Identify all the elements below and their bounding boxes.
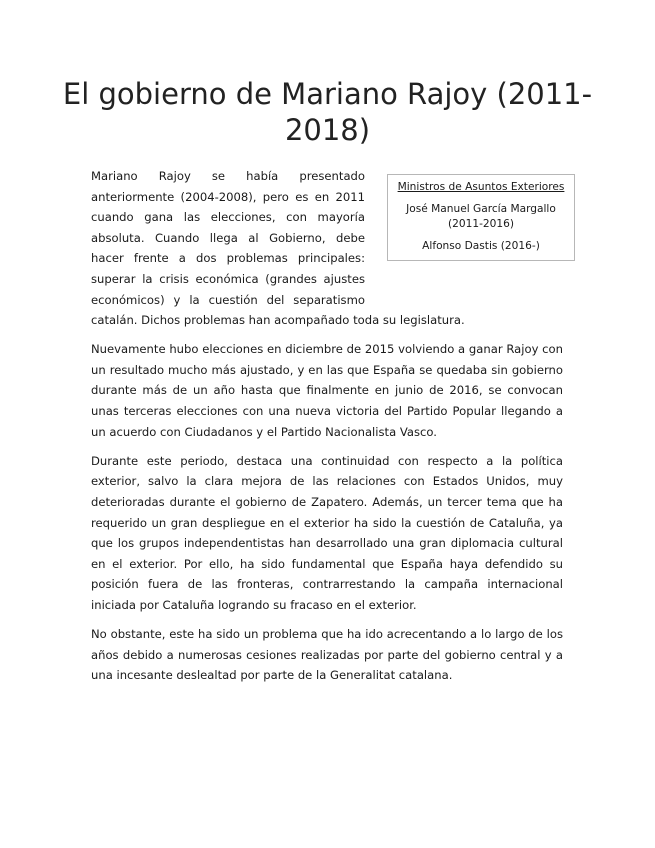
paragraph-3: Durante este periodo, destaca una continuidad con respecto a la política exterior, salvo la clara mejora de las relaciones con Estados Unidos, muy deterioradas durante el gobierno de Zapatero. Además, un tercer tema que ha requerido un gran despliegue en el exterior ha sido la cuestión de Cataluña, ya que los grupos independentistas han desarrollado una gran diplomacia cultural en el exterior. Por ello, ha sido fundamental que España haya defendido su posición fuera de las fronteras, contrarrestando la campaña internacional iniciada por Cataluña logrando su fracaso en el exterior. — [91, 453, 563, 612]
sidebox-heading: Ministros de Asuntos Exteriores — [397, 181, 565, 193]
minister-entry: José Manuel García Margallo (2011-2016) — [406, 202, 556, 230]
paragraph-4: No obstante, este ha sido un problema que ha ido acrecentando a lo largo de los años debido a numerosas cesiones realizadas por parte del gobierno central y a una incesante deslealtad por parte de la Generalitat catalana. — [91, 626, 563, 683]
paragraph-2: Nuevamente hubo elecciones en diciembre de 2015 volviendo a ganar Rajoy con un resultado mucho más ajustado, y en las que España se quedaba sin gobierno durante más de un año hasta que finalmente en junio de 2016, se convocan unas terceras elecciones con una nueva victoria del Partido Popular llegando a un acuerdo con Ciudadanos y el Partido Nacionalista Vasco. — [91, 342, 563, 439]
page-title: El gobierno de Mariano Rajoy (2011-2018) — [62, 77, 593, 147]
ministers-sidebox — [387, 174, 575, 261]
paragraph-1: Mariano Rajoy se había presentado anteriormente (2004-2008), pero es en 2011 cuando gana las elecciones, con mayoría absoluta. Cuando llega al Gobierno, debe hacer frente a dos problemas principales: superar la crisis económica (grandes ajustes económicos) y la cuestión del separatismo catalán. Dichos problemas han acompañado toda su legislatura. — [91, 169, 465, 328]
minister-entry: Alfonso Dastis (2016-) — [422, 239, 540, 252]
